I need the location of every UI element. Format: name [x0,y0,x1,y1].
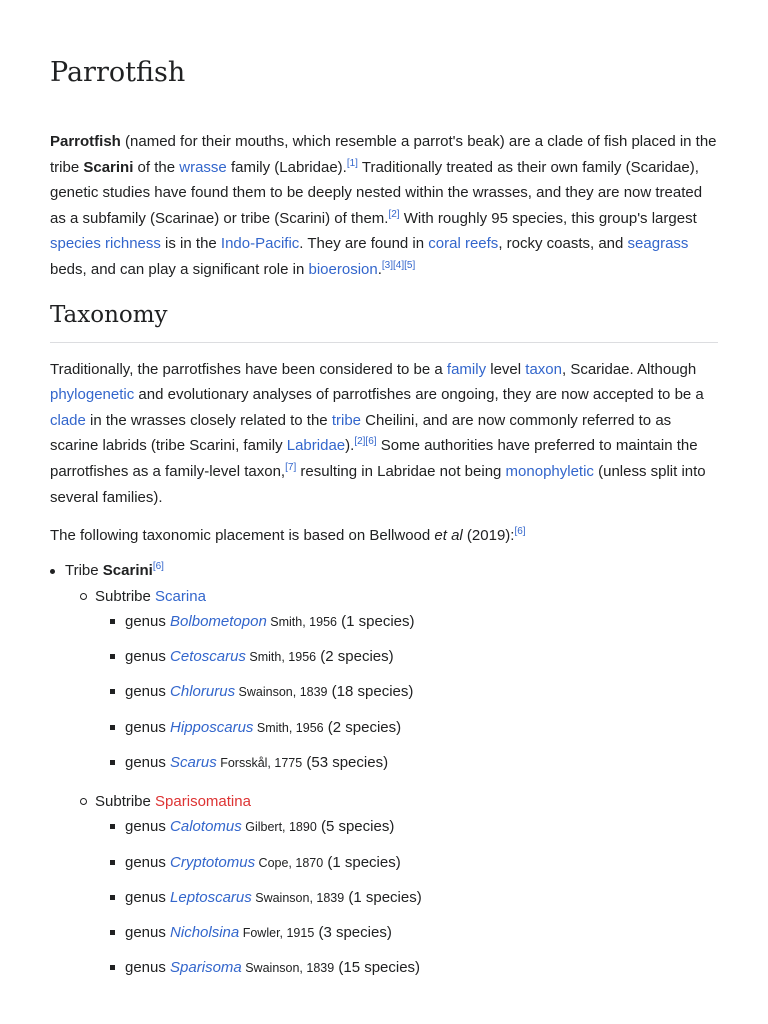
square-bullet-icon [110,654,115,659]
genus-author: Smith, 1956 [253,720,324,735]
link-genus[interactable]: Scarus [170,753,217,771]
link-family[interactable]: family [446,360,487,378]
genus-author: Smith, 1956 [245,650,317,665]
link-labridae[interactable]: Labridae [286,437,346,455]
square-bullet-icon [110,824,115,829]
square-bullet-icon [110,725,115,730]
tribe-name: Scarini [102,561,153,579]
link-taxon[interactable]: taxon [525,360,562,378]
list-item-tribe: Tribe Scarini[6] Subtribe Scarina genus Bolbometopon Smith, 1956 (1 species) genus Cetoscarus Smith, 1956 (2 species) genus Chlorurus Swainson, 1839 (18 species) genus Hipposcarus Smith, 1956 (2 species) genus Scarus Forsskål, 1775 (53 species) Subtribe Sparisomatina genus Calotomus Gilbert, 1890 (5 species) genus Cryptotomus Cope, 1870 (1 species) genus Leptoscarus Swainson, 1839 (1 species) genus Nicholsina Fowler, 1915 (3 species) genus Sparisoma Swainson, 1839 (15 species) [50,558,718,992]
link-genus[interactable]: Sparisoma [170,959,242,977]
list-item-genus: genus Cryptotomus Cope, 1870 (1 species) [95,851,718,886]
list-item-genus: genus Chlorurus Swainson, 1839 (18 species) [95,680,718,715]
link-genus[interactable]: Leptoscarus [170,888,252,906]
ref-tribe[interactable]: [6] [152,560,164,572]
circle-bullet-icon [80,798,87,805]
list-item-genus: genus Bolbometopon Smith, 1956 (1 species) [95,610,718,645]
list-item-genus: genus Calotomus Gilbert, 1890 (5 species) [95,815,718,850]
link-phylogenetic[interactable]: phylogenetic [50,386,135,404]
genus-author: Gilbert, 1890 [241,820,317,835]
link-genus[interactable]: Calotomus [170,818,242,836]
genus-author: Fowler, 1915 [239,926,315,941]
link-bioerosion[interactable]: bioerosion [308,260,378,278]
list-item-subtribe: Subtribe Sparisomatina genus Calotomus Gilbert, 1890 (5 species) genus Cryptotomus Cope, 1870 (1 species) genus Leptoscarus Swainson, 1839 (1 species) genus Nicholsina Fowler, 1915 (3 species) genus Sparisoma Swainson, 1839 (15 species) [65,789,718,991]
square-bullet-icon [110,895,115,900]
link-monophyletic[interactable]: monophyletic [505,462,594,480]
page-title: Parrotfish [50,57,186,88]
link-wrasse[interactable]: wrasse [179,158,227,176]
list-item-subtribe: Subtribe Scarina genus Bolbometopon Smith, 1956 (1 species) genus Cetoscarus Smith, 1956 (2 species) genus Chlorurus Swainson, 1839 (18 species) genus Hipposcarus Smith, 1956 (2 species) genus Scarus Forsskål, 1775 (53 species) [65,584,718,786]
ref-1[interactable]: [1] [346,157,358,169]
term-scarini: Scarini [83,158,134,176]
list-item-genus: genus Nicholsina Fowler, 1915 (3 species) [95,921,718,956]
genus-list [95,815,718,991]
disc-bullet-icon [50,569,55,574]
link-genus[interactable]: Bolbometopon [170,612,267,630]
circle-bullet-icon [80,593,87,600]
genus-author: Swainson, 1839 [235,685,328,700]
link-indo-pacific[interactable]: Indo-Pacific [220,235,300,253]
square-bullet-icon [110,619,115,624]
square-bullet-icon [110,965,115,970]
genus-author: Cope, 1870 [255,855,324,870]
genus-author: Forsskål, 1775 [216,755,303,770]
link-coral-reefs[interactable]: coral reefs [428,235,499,253]
section-heading-taxonomy: Taxonomy [50,283,718,343]
taxonomy-paragraph: Traditionally, the parrotfishes have been considered to be a family level taxon, Scaridae. Although phylogenetic and evolutionary analyses of parrotfishes are ongoing, they are now accepted to be a clade in the wrasses closely related to the tribe Cheilini, and are now commonly referred to as scarine labrids (tribe Scarini, family Labridae).[2][6] Some authorities have preferred to maintain the parrotfishes as a family-level taxon,[7] resulting in Labridae not being monophyletic (unless split into several families). [50,360,706,506]
square-bullet-icon [110,760,115,765]
link-genus[interactable]: Nicholsina [170,924,240,942]
genus-author: Swainson, 1839 [241,961,335,976]
square-bullet-icon [110,860,115,865]
square-bullet-icon [110,689,115,694]
list-item-genus: genus Sparisoma Swainson, 1839 (15 species) [95,956,718,991]
square-bullet-icon [110,930,115,935]
list-item-genus: genus Hipposcarus Smith, 1956 (2 species) [95,716,718,751]
ref-2[interactable]: [2] [388,208,400,220]
intro-paragraph: Parrotfish (named for their mouths, which resemble a parrot's beak) are a clade of fish placed in the tribe Scarini of the wrasse family (Labridae).[1] Traditionally treated as their own family (Scaridae), genetic studies have found them to be deeply nested within the wrasses, and they are now treated as a subfamily (Scarinae) or tribe (Scarini) of them.[2] With roughly 95 species, this group's largest species richness is in the Indo-Pacific. They are found in coral reefs, rocky coasts, and seagrass beds, and can play a significant role in bioerosion.[3][4][5] [50,133,717,278]
link-tribe[interactable]: tribe [331,411,362,429]
ref-7[interactable]: [7] [285,461,297,473]
subtribe-list [65,584,718,992]
link-subtribe-sparisomatina[interactable]: Sparisomatina [155,793,251,811]
link-genus[interactable]: Cetoscarus [170,648,246,666]
term-parrotfish: Parrotfish [50,133,121,150]
link-genus[interactable]: Cryptotomus [170,853,256,871]
link-seagrass[interactable]: seagrass [627,235,689,253]
ref-2-6[interactable]: [2][6] [354,436,377,448]
ref-3-4-5[interactable]: [3][4][5] [381,259,416,271]
list-item-genus: genus Cetoscarus Smith, 1956 (2 species) [95,645,718,680]
link-genus[interactable]: Hipposcarus [170,718,254,736]
link-genus[interactable]: Chlorurus [170,683,236,701]
genus-author: Swainson, 1839 [251,890,345,905]
list-item-genus: genus Scarus Forsskål, 1775 (53 species) [95,751,718,786]
link-clade[interactable]: clade [50,411,86,429]
list-item-genus: genus Leptoscarus Swainson, 1839 (1 species) [95,886,718,921]
genus-list [95,610,718,786]
placement-paragraph: The following taxonomic placement is based on Bellwood et al (2019):[6] [50,526,526,545]
genus-author: Smith, 1956 [266,614,337,629]
link-subtribe-scarina[interactable]: Scarina [155,587,206,605]
taxonomy-list [50,558,718,992]
ref-6[interactable]: [6] [514,526,526,538]
link-species-richness[interactable]: species richness [50,235,161,253]
